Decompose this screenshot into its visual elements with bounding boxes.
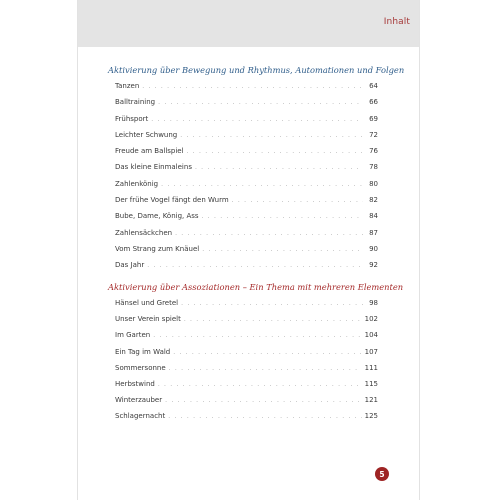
- toc-entry: [115, 261, 378, 277]
- dot-leader: [158, 381, 362, 388]
- dot-leader: [151, 116, 363, 123]
- dot-leader: [181, 300, 363, 307]
- toc-entry-page-number: 87: [369, 228, 378, 237]
- toc-entry-title: Balltraining: [115, 98, 156, 107]
- toc-entry-page-number: 111: [364, 363, 378, 372]
- dot-leader: [180, 132, 363, 139]
- toc-entry: [115, 396, 378, 412]
- toc-entry-title: Winterzauber: [115, 396, 163, 405]
- toc-list-movement: [115, 82, 378, 278]
- toc-entry-title: Ein Tag im Wald: [115, 347, 171, 356]
- dot-leader: [158, 99, 363, 106]
- dot-leader: [161, 181, 363, 188]
- dot-leader: [202, 213, 363, 220]
- dot-leader: [142, 83, 363, 90]
- toc-entry: [115, 163, 378, 179]
- toc-entry: [115, 115, 378, 131]
- toc-entry: [115, 315, 378, 331]
- dot-leader: [168, 413, 361, 420]
- toc-entry-page-number: 84: [369, 212, 378, 221]
- toc-entry-page-number: 98: [369, 299, 378, 307]
- toc-entry: [115, 380, 378, 396]
- dot-leader: [232, 197, 363, 204]
- page-number-badge: 5: [375, 467, 389, 481]
- toc-entry-page-number: 80: [369, 179, 378, 188]
- toc-entry-page-number: 78: [369, 163, 378, 172]
- toc-entry-title: Der frühe Vogel fängt den Wurm: [115, 196, 229, 205]
- toc-entry: [115, 348, 378, 364]
- toc-entry: [115, 131, 378, 147]
- toc-entry: [115, 331, 378, 347]
- toc-entry-page-number: 125: [364, 412, 378, 421]
- section-heading-associations: Aktivierung über Assoziationen – Ein Thema mit mehreren Elementen: [108, 282, 404, 292]
- dot-leader: [165, 397, 362, 404]
- document-page: [78, 0, 419, 500]
- toc-entry-page-number: 69: [369, 114, 378, 123]
- toc-entry: [115, 196, 378, 212]
- section-heading-movement: Aktivierung über Bewegung und Rhythmus, Automationen und Folgen: [108, 65, 405, 75]
- toc-entry: [115, 147, 378, 163]
- toc-entry-title: Bube, Dame, König, Ass: [115, 212, 199, 221]
- dot-leader: [175, 230, 363, 237]
- toc-entry-title: Hänsel und Gretel: [115, 299, 179, 307]
- toc-entry: [115, 245, 378, 261]
- toc-entry-page-number: 104: [364, 331, 378, 340]
- toc-entry-page-number: 121: [364, 396, 378, 405]
- toc-entry-title: Sommersonne: [115, 363, 166, 372]
- toc-entry-page-number: 66: [369, 98, 378, 107]
- dot-leader: [195, 164, 363, 171]
- toc-entry-page-number: 90: [369, 244, 378, 253]
- toc-entry-title: Leichter Schwung: [115, 130, 178, 139]
- dot-leader: [202, 246, 363, 253]
- toc-list-associations: [115, 299, 378, 429]
- toc-entry-title: Frühsport: [115, 114, 149, 123]
- dot-leader: [169, 365, 362, 372]
- toc-entry-title: Zahlensäckchen: [115, 228, 173, 237]
- toc-entry-page-number: 64: [369, 82, 378, 90]
- toc-entry: [115, 299, 378, 315]
- toc-entry-page-number: 82: [369, 196, 378, 205]
- toc-entry-page-number: 102: [364, 315, 378, 324]
- toc-entry-title: Schlagernacht: [115, 412, 166, 421]
- toc-entry: [115, 364, 378, 380]
- toc-entry-title: Tanzen: [115, 82, 140, 90]
- toc-entry: [115, 412, 378, 428]
- toc-entry: [115, 180, 378, 196]
- toc-entry-title: Im Garten: [115, 331, 151, 340]
- dot-leader: [187, 148, 363, 155]
- toc-entry-page-number: 107: [364, 347, 378, 356]
- dot-leader: [184, 316, 362, 323]
- toc-entry-page-number: 115: [364, 379, 378, 388]
- toc-entry: [115, 98, 378, 114]
- dot-leader: [173, 349, 361, 356]
- toc-entry-title: Herbstwind: [115, 379, 155, 388]
- toc-entry-title: Das kleine Einmaleins: [115, 163, 192, 172]
- toc-entry-title: Unser Verein spielt: [115, 315, 181, 324]
- toc-entry-page-number: 92: [369, 261, 378, 270]
- dot-leader: [153, 332, 361, 339]
- toc-entry: [115, 82, 378, 98]
- header-band: [78, 0, 419, 47]
- toc-entry-title: Vom Strang zum Knäuel: [115, 244, 200, 253]
- toc-entry-page-number: 72: [369, 130, 378, 139]
- toc-entry-title: Das Jahr: [115, 261, 145, 270]
- toc-entry-title: Zahlenkönig: [115, 179, 159, 188]
- toc-entry: [115, 229, 378, 245]
- header-title: Inhalt: [383, 17, 410, 27]
- dot-leader: [147, 262, 363, 269]
- toc-entry-title: Freude am Ballspiel: [115, 147, 184, 156]
- toc-entry: [115, 212, 378, 228]
- toc-entry-page-number: 76: [369, 147, 378, 156]
